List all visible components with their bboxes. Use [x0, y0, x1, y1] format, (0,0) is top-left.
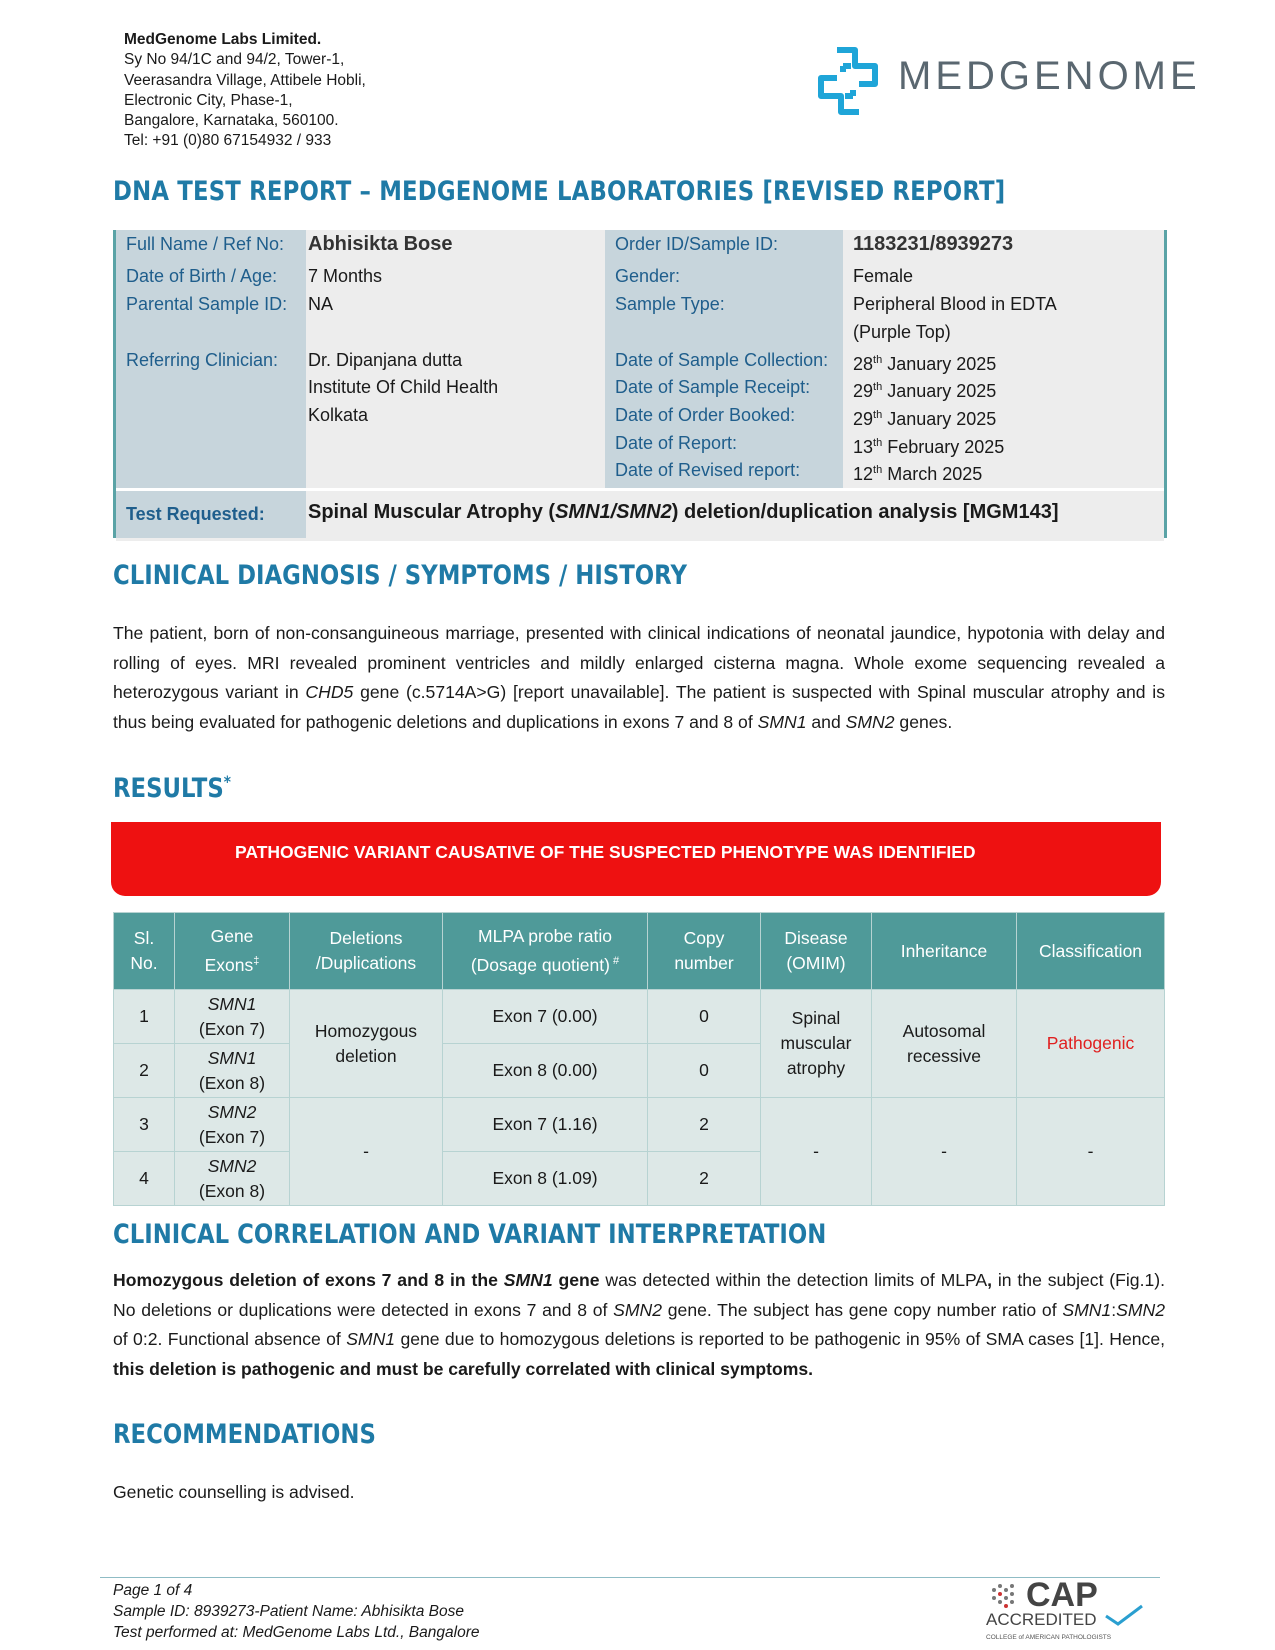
sample-type-value: Peripheral Blood in EDTA — [853, 294, 1057, 314]
table-header-row — [114, 913, 1165, 990]
test-requested-value: Spinal Muscular Atrophy (SMN1/SMN2) deletion/duplication analysis [MGM143] — [308, 501, 1059, 523]
header-sl-no: Sl. No. — [114, 913, 175, 990]
dob-value: 7 Months — [308, 266, 383, 286]
medgenome-cross-icon — [813, 46, 883, 116]
row-number: 1 — [114, 990, 175, 1044]
cap-title: CAP — [1026, 1576, 1098, 1614]
row-number: 3 — [114, 1098, 175, 1152]
checkmark-icon — [1104, 1604, 1144, 1628]
results-table — [113, 912, 1165, 1206]
header-deletions: Deletions /Duplications — [290, 913, 443, 990]
date-label: Date of Sample Collection: — [615, 350, 829, 370]
recommendations-heading: RECOMMENDATIONS — [113, 1419, 376, 1450]
deletion-cell: Homozygous deletion — [290, 990, 443, 1098]
header-inheritance: Inheritance — [872, 913, 1017, 990]
date-value: 13th February 2025 — [853, 437, 1005, 457]
footer-sample-id: Sample ID: 8939273-Patient Name: Abhisikta Bose — [113, 1603, 464, 1620]
header-mlpa: MLPA probe ratio (Dosage quotient) # — [443, 913, 648, 990]
date-label: Date of Sample Receipt: — [615, 377, 811, 397]
lab-address-line: Veerasandra Village, Attibele Hobli, — [124, 71, 366, 89]
header-copy-number: Copy number — [648, 913, 761, 990]
parental-label: Parental Sample ID: — [126, 294, 288, 314]
gene-exon-cell: SMN1 (Exon 7) — [175, 990, 290, 1044]
classification-cell: Pathogenic — [1017, 990, 1165, 1098]
sample-type-label: Sample Type: — [615, 294, 725, 314]
lab-address-line: Bangalore, Karnataka, 560100. — [124, 112, 339, 130]
date-value: 29th January 2025 — [853, 381, 997, 401]
interpretation-heading: CLINICAL CORRELATION AND VARIANT INTERPRETATION — [113, 1219, 827, 1250]
patient-name: Abhisikta Bose — [308, 233, 453, 255]
clinician-institute: Institute Of Child Health — [308, 377, 499, 397]
order-label: Order ID/Sample ID: — [615, 234, 779, 254]
table-row — [114, 990, 1165, 1044]
test-requested-row — [116, 488, 1164, 541]
dob-label: Date of Birth / Age: — [126, 266, 278, 286]
copy-number-cell: 0 — [648, 1044, 761, 1098]
medgenome-logo — [813, 46, 1201, 116]
cap-college: COLLEGE of AMERICAN PATHOLOGISTS — [986, 1634, 1112, 1641]
recommendations-text: Genetic counselling is advised. — [113, 1482, 355, 1502]
row-number: 2 — [114, 1044, 175, 1098]
page-footer — [113, 1580, 479, 1643]
mlpa-cell: Exon 8 (0.00) — [443, 1044, 648, 1098]
clinician-label: Referring Clinician: — [126, 350, 279, 370]
footer-performed-at: Test performed at: MedGenome Labs Ltd., Bangalore — [113, 1624, 480, 1641]
gender-label: Gender: — [615, 266, 681, 286]
order-id: 1183231/8939273 — [853, 233, 1014, 255]
patient-info-table — [113, 230, 1167, 538]
lab-address-block — [124, 30, 366, 152]
lab-name: MedGenome Labs Limited. — [124, 31, 322, 48]
name-label: Full Name / Ref No: — [126, 234, 285, 254]
sample-type-value: (Purple Top) — [853, 322, 951, 342]
cap-accredited: ACCREDITED — [986, 1610, 1097, 1629]
mlpa-cell: Exon 7 (1.16) — [443, 1098, 648, 1152]
test-requested-label: Test Requested: — [126, 504, 265, 524]
lab-telephone: Tel: +91 (0)80 67154932 / 933 — [124, 132, 332, 150]
header-gene-exons: Gene Exons‡ — [175, 913, 290, 990]
interpretation-text: Homozygous deletion of exons 7 and 8 in the SMN1 gene was detected within the detection limits of MLPA, in the subject (Fig.1). No deletions or duplications were detected in exons 7 and 8 of SMN2 gene. The subject has gene copy number ratio of SMN1:SMN2 of 0:2. Functional absence of SMN1 gene due to homozygous deletions is reported to be pathogenic in 95% of SMA cases [1]. Hence, this deletion is pathogenic and must be carefully correlated with clinical symptoms. — [113, 1270, 1166, 1379]
inheritance-cell: - — [872, 1098, 1017, 1206]
row-number: 4 — [114, 1152, 175, 1206]
page-number: Page 1 of 4 — [113, 1582, 193, 1599]
lab-address-line: Electronic City, Phase-1, — [124, 91, 293, 109]
copy-number-cell: 2 — [648, 1152, 761, 1206]
parental-value: NA — [308, 294, 334, 314]
table-row — [114, 1098, 1165, 1152]
footer-divider — [100, 1577, 1160, 1578]
inheritance-cell: Autosomal recessive — [872, 990, 1017, 1098]
copy-number-cell: 0 — [648, 990, 761, 1044]
cap-accredited-logo — [986, 1576, 1161, 1645]
date-value: 12th March 2025 — [853, 464, 983, 484]
mlpa-cell: Exon 7 (0.00) — [443, 990, 648, 1044]
report-title: DNA TEST REPORT – MEDGENOME LABORATORIES [REVISED REPORT] — [113, 176, 1006, 207]
clinical-heading: CLINICAL DIAGNOSIS / SYMPTOMS / HISTORY — [113, 560, 687, 591]
pathogenic-banner: PATHOGENIC VARIANT CAUSATIVE OF THE SUSPECTED PHENOTYPE WAS IDENTIFIED — [111, 822, 1161, 896]
results-heading: RESULTS* — [113, 772, 231, 804]
mlpa-cell: Exon 8 (1.09) — [443, 1152, 648, 1206]
logo-wordmark: MEDGENOME — [898, 54, 1201, 98]
disease-cell: - — [761, 1098, 872, 1206]
lab-address-line: Sy No 94/1C and 94/2, Tower-1, — [124, 51, 345, 69]
gene-exon-cell: SMN2 (Exon 8) — [175, 1152, 290, 1206]
copy-number-cell: 2 — [648, 1098, 761, 1152]
header-classification: Classification — [1017, 913, 1165, 990]
date-label: Date of Revised report: — [615, 460, 801, 480]
header-disease: Disease (OMIM) — [761, 913, 872, 990]
date-value: 28th January 2025 — [853, 354, 997, 374]
clinician-name: Dr. Dipanjana dutta — [308, 350, 463, 370]
classification-cell: - — [1017, 1098, 1165, 1206]
clinician-city: Kolkata — [308, 405, 369, 425]
gender-value: Female — [853, 266, 914, 286]
gene-exon-cell: SMN1 (Exon 8) — [175, 1044, 290, 1098]
gene-exon-cell: SMN2 (Exon 7) — [175, 1098, 290, 1152]
date-label: Date of Order Booked: — [615, 405, 796, 425]
deletion-cell: - — [290, 1098, 443, 1206]
date-label: Date of Report: — [615, 433, 738, 453]
date-value: 29th January 2025 — [853, 409, 997, 429]
disease-cell: Spinal muscular atrophy — [761, 990, 872, 1098]
clinical-history-text: The patient, born of non-consanguineous marriage, presented with clinical indications of neonatal jaundice, hypotonia with delay and rolling of eyes. MRI revealed prominent ventricles and mildly enlarged cisterna magna. Whole exome sequencing revealed a heterozygous variant in CHD5 gene (c.5714A>G) [report unavailable]. The patient is suspected with Spinal muscular atrophy and is thus being evaluated for pathogenic deletions and duplications in exons 7 and 8 of SMN1 and SMN2 genes. — [113, 623, 1166, 732]
